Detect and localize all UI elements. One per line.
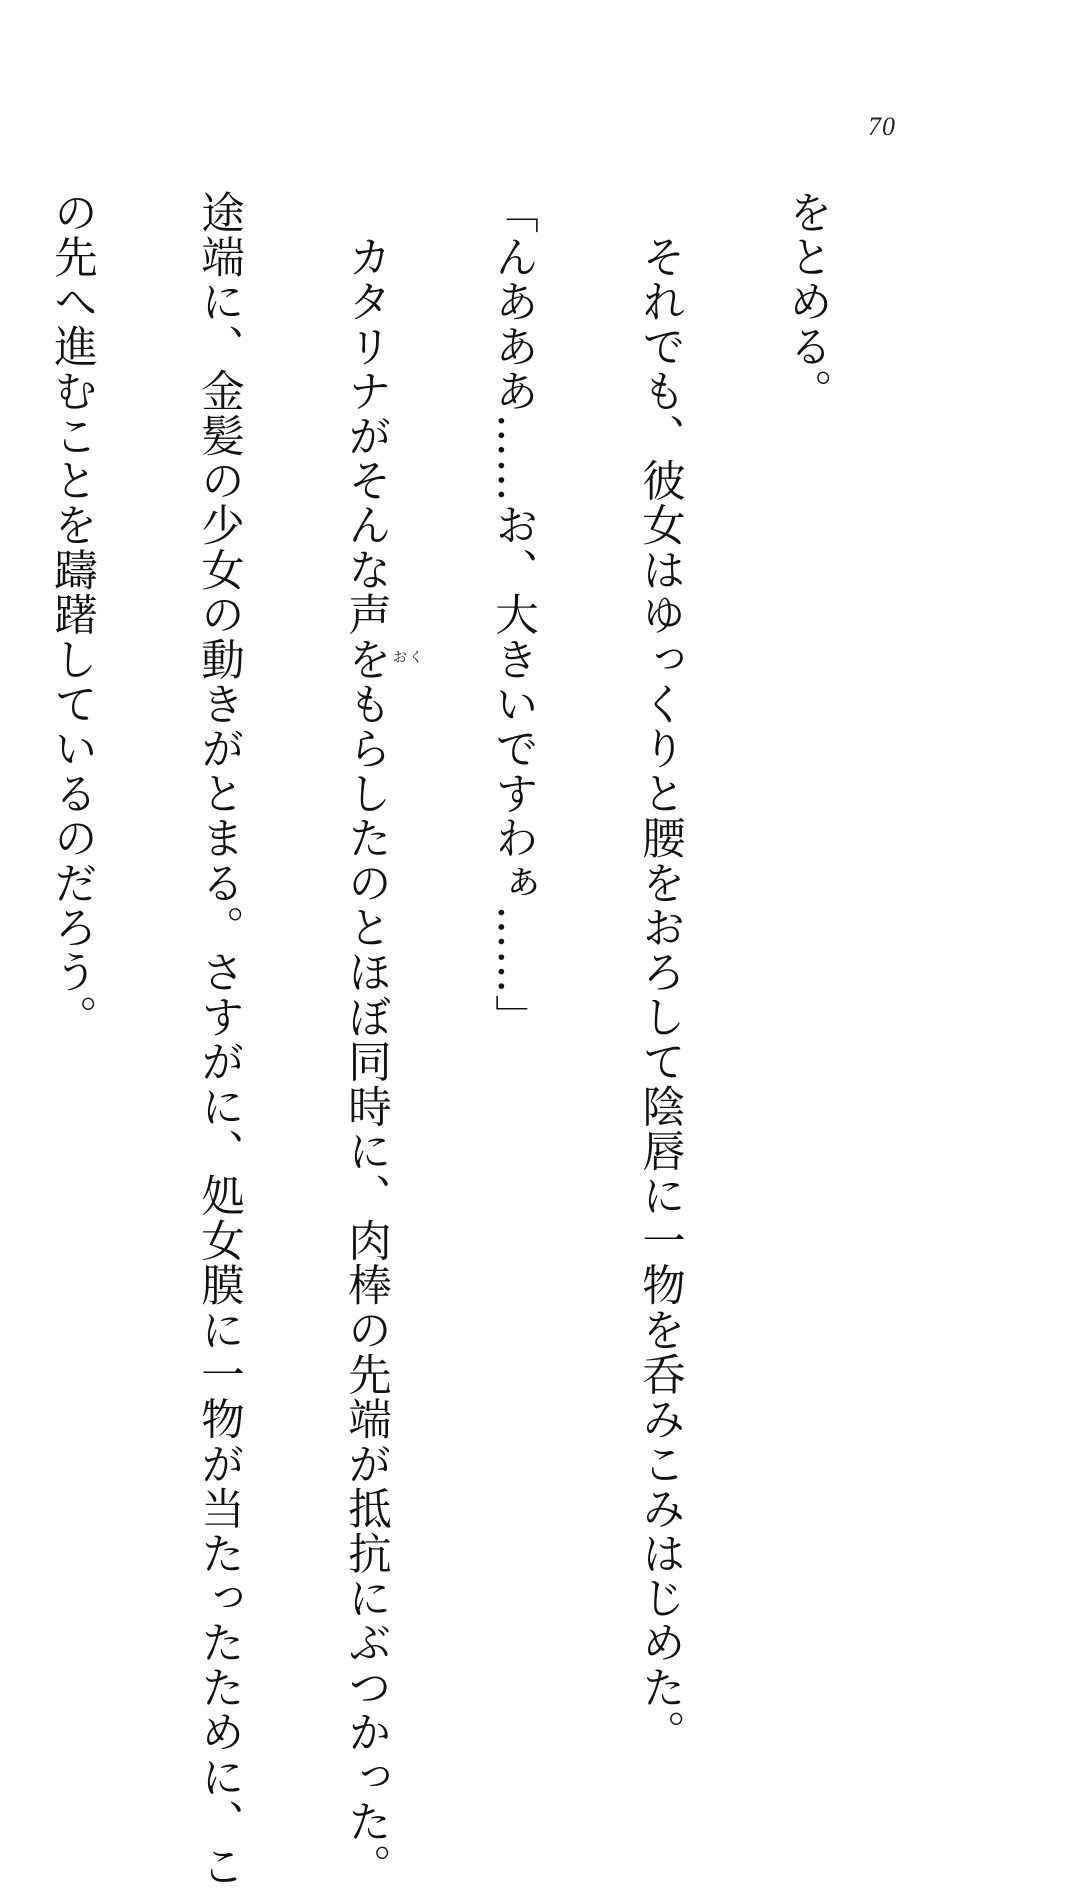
- ruby-reading: おく: [393, 650, 425, 666]
- text-line: カタリナがそんな声をもらしたのとほぼ同時に、肉棒の先端が抵抗にぶつかった。: [341, 190, 391, 1889]
- text-line: 途端に、金髪の少女の動きがとまる。さすがに、処女膜に一物が当たったために、こ: [194, 190, 244, 1889]
- text-line: をとめる。: [782, 190, 832, 414]
- text-line: の先へ進むことを躊躇しているのだろう。: [47, 190, 97, 1040]
- text-line: それでも、彼女はゆっくりと腰をおろして陰唇に一物を呑みこみはじめた。: [635, 190, 685, 1755]
- text-line: 「んあああ……お、大きいですわぁ……」: [488, 190, 538, 1040]
- page-number: 70: [868, 112, 896, 141]
- vertical-body-text: [0, 190, 929, 1889]
